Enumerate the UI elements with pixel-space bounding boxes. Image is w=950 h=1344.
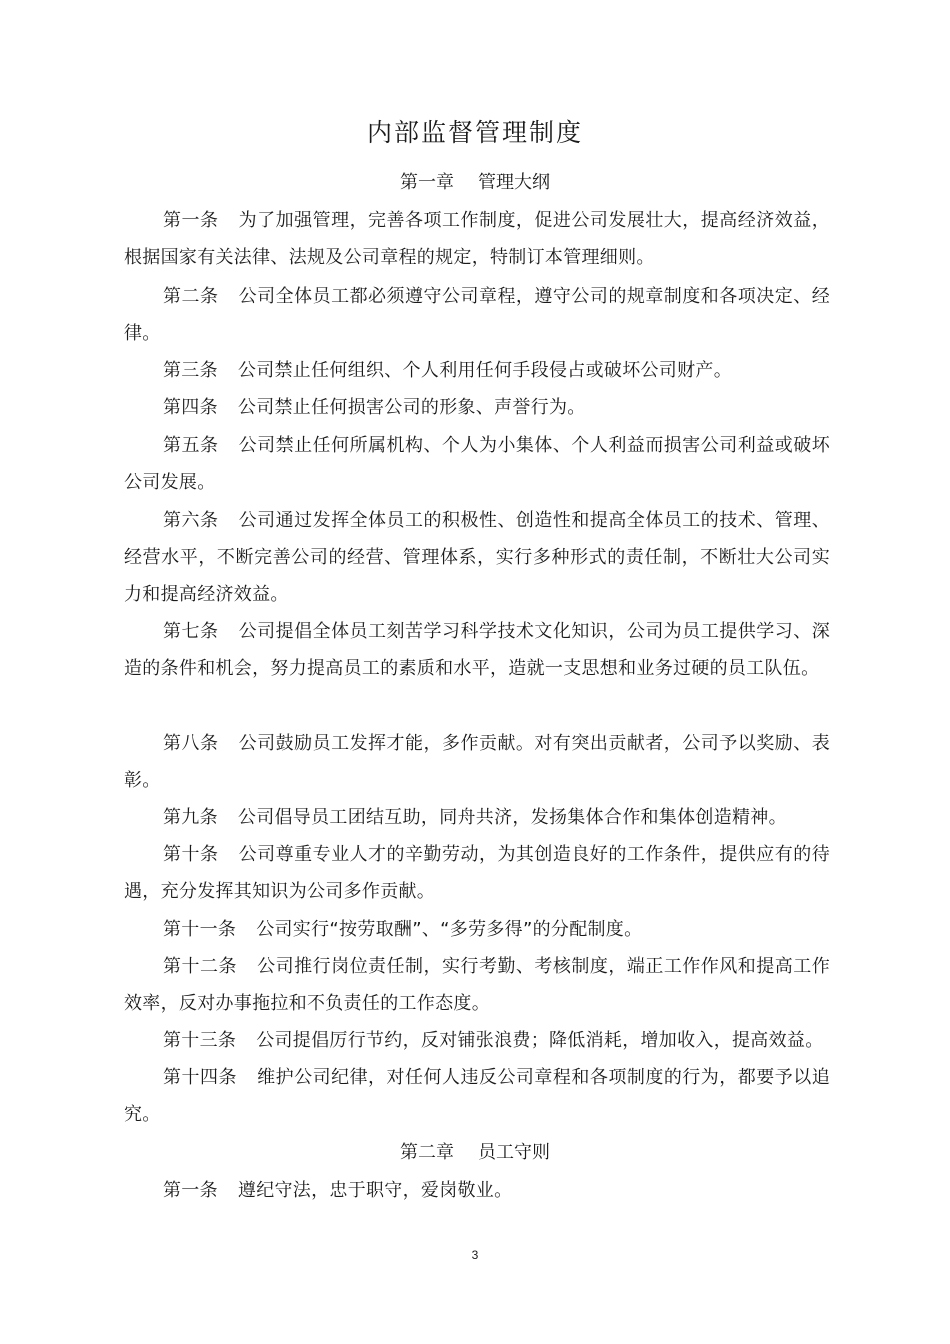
- article-paragraph: [124, 1022, 830, 1059]
- article-paragraph: [124, 202, 830, 276]
- chapter-label: 第二章: [400, 1142, 454, 1163]
- article-text: 公司倡导员工团结互助，同舟共济，发扬集体合作和集体创造精神。: [237, 807, 787, 828]
- chapter-heading-1: [0, 168, 950, 198]
- article-text: 公司提倡厉行节约，反对铺张浪费；降低消耗，增加收入，提高效益。: [256, 1030, 824, 1051]
- article-number: 第十二条: [163, 956, 237, 977]
- article-paragraph: [124, 1172, 830, 1209]
- article-number: 第十四条: [163, 1067, 237, 1088]
- article-text: 公司全体员工都必须遵守公司章程，遵守公司的规章制度和各项决定、经律。: [124, 286, 830, 344]
- chapter-title: 员工守则: [478, 1142, 550, 1163]
- article-paragraph: [124, 911, 830, 948]
- chapter-heading-2: [0, 1138, 950, 1168]
- article-text: 公司实行“按劳取酬”、“多劳多得”的分配制度。: [256, 919, 643, 940]
- article-text: 公司禁止任何损害公司的形象、声誉行为。: [237, 397, 586, 418]
- article-number: 第一条: [163, 1180, 218, 1201]
- article-text: 公司禁止任何组织、个人利用任何手段侵占或破坏公司财产。: [237, 360, 733, 381]
- article-text: 公司通过发挥全体员工的积极性、创造性和提高全体员工的技术、管理、经营水平，不断完善公司的经营、管理体系，实行多种形式的责任制，不断壮大公司实力和提高经济效益。: [124, 510, 830, 605]
- article-number: 第五条: [163, 435, 219, 456]
- article-paragraph: [124, 725, 830, 799]
- article-text: 维护公司纪律，对任何人违反公司章程和各项制度的行为，都要予以追究。: [124, 1067, 831, 1125]
- article-paragraph: [124, 352, 830, 389]
- article-paragraph: [124, 278, 830, 352]
- article-number: 第四条: [163, 397, 218, 418]
- article-text: 为了加强管理，完善各项工作制度，促进公司发展壮大，提高经济效益，根据国家有关法律、法规及公司章程的规定，特制订本管理细则。: [124, 210, 830, 268]
- article-number: 第八条: [163, 733, 219, 754]
- article-number: 第十一条: [163, 919, 237, 940]
- article-text: 公司推行岗位责任制，实行考勤、考核制度，端正工作作风和提高工作效率，反对办事拖拉和不负责任的工作态度。: [124, 956, 831, 1014]
- article-number: 第一条: [163, 210, 219, 231]
- article-number: 第十三条: [163, 1030, 237, 1051]
- article-paragraph: [124, 389, 830, 426]
- chapter-title: 管理大纲: [478, 172, 550, 193]
- article-text: 公司提倡全体员工刻苦学习科学技术文化知识，公司为员工提供学习、深造的条件和机会，努力提高员工的素质和水平，造就一支思想和业务过硬的员工队伍。: [124, 621, 830, 679]
- article-paragraph: [124, 502, 830, 613]
- document-title: 内部监督管理制度: [366, 118, 583, 147]
- article-number: 第七条: [163, 621, 219, 642]
- article-paragraph: [124, 836, 830, 910]
- chapter-label: 第一章: [400, 172, 454, 193]
- article-paragraph: [124, 427, 830, 501]
- article-number: 第二条: [163, 286, 219, 307]
- article-text: 公司鼓励员工发挥才能，多作贡献。对有突出贡献者，公司予以奖励、表彰。: [124, 733, 830, 791]
- article-number: 第十条: [163, 844, 219, 865]
- article-text: 遵纪守法，忠于职守，爱岗敬业。: [237, 1180, 513, 1201]
- article-paragraph: [124, 613, 830, 687]
- article-paragraph: [124, 799, 830, 836]
- article-text: 公司禁止任何所属机构、个人为小集体、个人利益而损害公司利益或破坏公司发展。: [124, 435, 830, 493]
- article-number: 第三条: [163, 360, 218, 381]
- article-text: 公司尊重专业人才的辛勤劳动，为其创造良好的工作条件，提供应有的待遇，充分发挥其知识为公司多作贡献。: [124, 844, 830, 902]
- article-number: 第六条: [163, 510, 219, 531]
- article-paragraph: [124, 1059, 830, 1133]
- article-paragraph: [124, 948, 830, 1022]
- page-number: 3: [471, 1248, 479, 1262]
- article-number: 第九条: [163, 807, 218, 828]
